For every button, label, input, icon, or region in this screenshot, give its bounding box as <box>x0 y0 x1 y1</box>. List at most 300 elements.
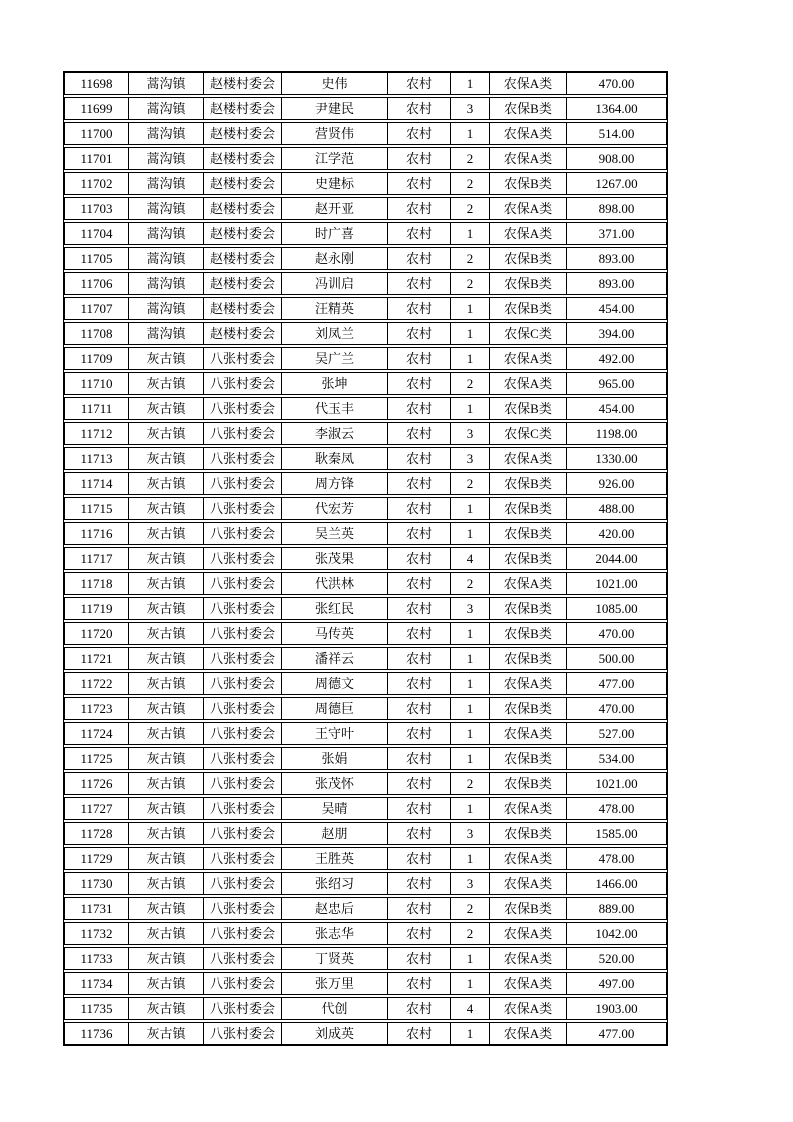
person-count-cell: 1 <box>451 948 490 969</box>
insurance-category-cell: 农保B类 <box>490 748 567 769</box>
amount-cell: 908.00 <box>598 151 635 166</box>
town-cell: 蒿沟镇 <box>129 148 204 169</box>
person-name-cell: 赵永刚 <box>282 248 388 269</box>
table-row <box>64 972 667 995</box>
serial-cell: 11722 <box>65 673 129 694</box>
insurance-category-cell: 农保A类 <box>490 73 567 94</box>
amount-cell: 889.00 <box>598 901 635 916</box>
town-cell: 灰古镇 <box>129 423 204 444</box>
serial-cell: 11707 <box>65 298 129 319</box>
amount-cell: 898.00 <box>598 201 635 216</box>
table-row <box>64 72 667 95</box>
person-name-cell: 王守叶 <box>282 723 388 744</box>
table-row <box>64 597 667 620</box>
table-row <box>64 397 667 420</box>
person-count-cell: 1 <box>451 123 490 144</box>
person-name-cell: 刘凤兰 <box>282 323 388 344</box>
village-committee-cell: 赵楼村委会 <box>204 148 282 169</box>
insurance-category-cell: 农保B类 <box>490 523 567 544</box>
residence-type-cell: 农村 <box>388 998 451 1019</box>
person-count-cell: 3 <box>451 423 490 444</box>
serial-cell: 11705 <box>65 248 129 269</box>
table-row <box>64 197 667 220</box>
insurance-category-cell: 农保A类 <box>490 123 567 144</box>
serial-cell: 11714 <box>65 473 129 494</box>
amount-cell: 965.00 <box>598 376 635 391</box>
person-count-cell: 3 <box>451 873 490 894</box>
amount-cell: 454.00 <box>598 401 635 416</box>
person-count-cell: 1 <box>451 723 490 744</box>
person-name-cell: 代创 <box>282 998 388 1019</box>
table-row <box>64 122 667 145</box>
table-row <box>64 697 667 720</box>
person-name-cell: 吴晴 <box>282 798 388 819</box>
village-committee-cell: 八张村委会 <box>204 923 282 944</box>
insurance-category-cell: 农保A类 <box>490 948 567 969</box>
town-cell: 蒿沟镇 <box>129 323 204 344</box>
serial-cell: 11724 <box>65 723 129 744</box>
person-name-cell: 史建标 <box>282 173 388 194</box>
insurance-category-cell: 农保A类 <box>490 223 567 244</box>
serial-cell: 11719 <box>65 598 129 619</box>
serial-cell: 11715 <box>65 498 129 519</box>
amount-cell: 527.00 <box>598 726 635 741</box>
table-row <box>64 922 667 945</box>
town-cell: 灰古镇 <box>129 873 204 894</box>
town-cell: 灰古镇 <box>129 598 204 619</box>
town-cell: 灰古镇 <box>129 548 204 569</box>
village-committee-cell: 八张村委会 <box>204 598 282 619</box>
village-committee-cell: 八张村委会 <box>204 673 282 694</box>
residence-type-cell: 农村 <box>388 298 451 319</box>
village-committee-cell: 八张村委会 <box>204 823 282 844</box>
serial-cell: 11698 <box>65 73 129 94</box>
person-name-cell: 张红民 <box>282 598 388 619</box>
amount-cell: 1021.00 <box>595 576 638 591</box>
residence-type-cell: 农村 <box>388 823 451 844</box>
amount-cell: 1198.00 <box>595 426 638 441</box>
village-committee-cell: 赵楼村委会 <box>204 298 282 319</box>
village-committee-cell: 八张村委会 <box>204 798 282 819</box>
town-cell: 灰古镇 <box>129 648 204 669</box>
insurance-category-cell: 农保B类 <box>490 248 567 269</box>
insurance-category-cell: 农保A类 <box>490 723 567 744</box>
town-cell: 灰古镇 <box>129 823 204 844</box>
person-count-cell: 1 <box>451 698 490 719</box>
town-cell: 灰古镇 <box>129 398 204 419</box>
insurance-category-cell: 农保A类 <box>490 198 567 219</box>
table-row <box>64 172 667 195</box>
residence-type-cell: 农村 <box>388 623 451 644</box>
person-name-cell: 代玉丰 <box>282 398 388 419</box>
table-row <box>64 897 667 920</box>
serial-cell: 11704 <box>65 223 129 244</box>
town-cell: 蒿沟镇 <box>129 73 204 94</box>
residence-type-cell: 农村 <box>388 273 451 294</box>
person-name-cell: 丁贤英 <box>282 948 388 969</box>
person-name-cell: 赵开亚 <box>282 198 388 219</box>
table-row <box>64 822 667 845</box>
insurance-category-cell: 农保A类 <box>490 673 567 694</box>
amount-cell: 500.00 <box>598 651 635 666</box>
person-count-cell: 1 <box>451 398 490 419</box>
serial-cell: 11735 <box>65 998 129 1019</box>
amount-cell: 534.00 <box>598 751 635 766</box>
person-name-cell: 赵朋 <box>282 823 388 844</box>
residence-type-cell: 农村 <box>388 198 451 219</box>
report-table <box>63 71 668 1046</box>
person-count-cell: 1 <box>451 523 490 544</box>
town-cell: 灰古镇 <box>129 998 204 1019</box>
person-count-cell: 3 <box>451 598 490 619</box>
person-name-cell: 潘祥云 <box>282 648 388 669</box>
town-cell: 灰古镇 <box>129 748 204 769</box>
table-row <box>64 847 667 870</box>
village-committee-cell: 八张村委会 <box>204 1023 282 1044</box>
serial-cell: 11699 <box>65 98 129 119</box>
village-committee-cell: 赵楼村委会 <box>204 248 282 269</box>
person-count-cell: 3 <box>451 98 490 119</box>
insurance-category-cell: 农保B类 <box>490 648 567 669</box>
person-name-cell: 时广喜 <box>282 223 388 244</box>
serial-cell: 11726 <box>65 773 129 794</box>
amount-cell: 1267.00 <box>595 176 638 191</box>
insurance-category-cell: 农保A类 <box>490 798 567 819</box>
residence-type-cell: 农村 <box>388 98 451 119</box>
residence-type-cell: 农村 <box>388 73 451 94</box>
serial-cell: 11713 <box>65 448 129 469</box>
residence-type-cell: 农村 <box>388 498 451 519</box>
residence-type-cell: 农村 <box>388 548 451 569</box>
insurance-category-cell: 农保A类 <box>490 573 567 594</box>
residence-type-cell: 农村 <box>388 448 451 469</box>
insurance-category-cell: 农保B类 <box>490 498 567 519</box>
insurance-category-cell: 农保A类 <box>490 998 567 1019</box>
serial-cell: 11721 <box>65 648 129 669</box>
amount-cell: 1364.00 <box>595 101 638 116</box>
amount-cell: 477.00 <box>598 676 635 691</box>
person-count-cell: 1 <box>451 498 490 519</box>
town-cell: 灰古镇 <box>129 448 204 469</box>
person-name-cell: 张万里 <box>282 973 388 994</box>
town-cell: 蒿沟镇 <box>129 298 204 319</box>
table-row <box>64 472 667 495</box>
person-name-cell: 赵忠后 <box>282 898 388 919</box>
village-committee-cell: 赵楼村委会 <box>204 198 282 219</box>
table-row <box>64 347 667 370</box>
village-committee-cell: 赵楼村委会 <box>204 123 282 144</box>
village-committee-cell: 八张村委会 <box>204 773 282 794</box>
amount-cell: 926.00 <box>598 476 635 491</box>
serial-cell: 11720 <box>65 623 129 644</box>
serial-cell: 11731 <box>65 898 129 919</box>
residence-type-cell: 农村 <box>388 948 451 969</box>
town-cell: 蒿沟镇 <box>129 173 204 194</box>
serial-cell: 11732 <box>65 923 129 944</box>
table-row <box>64 322 667 345</box>
insurance-category-cell: 农保B类 <box>490 823 567 844</box>
serial-cell: 11723 <box>65 698 129 719</box>
person-count-cell: 1 <box>451 323 490 344</box>
town-cell: 灰古镇 <box>129 923 204 944</box>
person-name-cell: 吴兰英 <box>282 523 388 544</box>
table-row <box>64 947 667 970</box>
village-committee-cell: 八张村委会 <box>204 748 282 769</box>
table-row <box>64 497 667 520</box>
table-row <box>64 97 667 120</box>
table-row <box>64 222 667 245</box>
town-cell: 灰古镇 <box>129 973 204 994</box>
insurance-category-cell: 农保B类 <box>490 98 567 119</box>
insurance-category-cell: 农保A类 <box>490 148 567 169</box>
town-cell: 灰古镇 <box>129 773 204 794</box>
town-cell: 灰古镇 <box>129 523 204 544</box>
residence-type-cell: 农村 <box>388 923 451 944</box>
village-committee-cell: 八张村委会 <box>204 998 282 1019</box>
person-name-cell: 汪精英 <box>282 298 388 319</box>
residence-type-cell: 农村 <box>388 373 451 394</box>
village-committee-cell: 赵楼村委会 <box>204 273 282 294</box>
town-cell: 灰古镇 <box>129 373 204 394</box>
serial-cell: 11728 <box>65 823 129 844</box>
serial-cell: 11702 <box>65 173 129 194</box>
village-committee-cell: 八张村委会 <box>204 873 282 894</box>
serial-cell: 11706 <box>65 273 129 294</box>
amount-cell: 1021.00 <box>595 776 638 791</box>
person-name-cell: 代洪林 <box>282 573 388 594</box>
village-committee-cell: 八张村委会 <box>204 548 282 569</box>
insurance-category-cell: 农保B类 <box>490 273 567 294</box>
person-count-cell: 2 <box>451 773 490 794</box>
serial-cell: 11729 <box>65 848 129 869</box>
insurance-category-cell: 农保A类 <box>490 1023 567 1044</box>
village-committee-cell: 八张村委会 <box>204 723 282 744</box>
town-cell: 灰古镇 <box>129 948 204 969</box>
person-count-cell: 1 <box>451 648 490 669</box>
amount-cell: 1585.00 <box>595 826 638 841</box>
amount-cell: 488.00 <box>598 501 635 516</box>
table-row <box>64 722 667 745</box>
village-committee-cell: 八张村委会 <box>204 473 282 494</box>
person-name-cell: 张坤 <box>282 373 388 394</box>
village-committee-cell: 八张村委会 <box>204 948 282 969</box>
table-row <box>64 997 667 1020</box>
village-committee-cell: 八张村委会 <box>204 448 282 469</box>
person-count-cell: 2 <box>451 273 490 294</box>
village-committee-cell: 八张村委会 <box>204 973 282 994</box>
person-name-cell: 刘成英 <box>282 1023 388 1044</box>
person-name-cell: 史伟 <box>282 73 388 94</box>
insurance-category-cell: 农保B类 <box>490 598 567 619</box>
person-count-cell: 2 <box>451 573 490 594</box>
residence-type-cell: 农村 <box>388 523 451 544</box>
serial-cell: 11700 <box>65 123 129 144</box>
residence-type-cell: 农村 <box>388 648 451 669</box>
village-committee-cell: 赵楼村委会 <box>204 98 282 119</box>
residence-type-cell: 农村 <box>388 898 451 919</box>
amount-cell: 1903.00 <box>595 1001 638 1016</box>
serial-cell: 11708 <box>65 323 129 344</box>
amount-cell: 478.00 <box>598 851 635 866</box>
person-name-cell: 冯训启 <box>282 273 388 294</box>
serial-cell: 11717 <box>65 548 129 569</box>
village-committee-cell: 八张村委会 <box>204 848 282 869</box>
table-row <box>64 297 667 320</box>
person-name-cell: 周方锋 <box>282 473 388 494</box>
insurance-category-cell: 农保C类 <box>490 423 567 444</box>
table-row <box>64 247 667 270</box>
table-row <box>64 272 667 295</box>
person-count-cell: 2 <box>451 373 490 394</box>
person-count-cell: 4 <box>451 998 490 1019</box>
amount-cell: 520.00 <box>598 951 635 966</box>
serial-cell: 11734 <box>65 973 129 994</box>
village-committee-cell: 八张村委会 <box>204 573 282 594</box>
person-count-cell: 2 <box>451 473 490 494</box>
amount-cell: 478.00 <box>598 801 635 816</box>
insurance-category-cell: 农保B类 <box>490 773 567 794</box>
table-row <box>64 647 667 670</box>
residence-type-cell: 农村 <box>388 573 451 594</box>
village-committee-cell: 八张村委会 <box>204 623 282 644</box>
amount-cell: 371.00 <box>598 226 635 241</box>
table-row <box>64 772 667 795</box>
village-committee-cell: 赵楼村委会 <box>204 323 282 344</box>
person-name-cell: 营贤伟 <box>282 123 388 144</box>
insurance-category-cell: 农保A类 <box>490 873 567 894</box>
insurance-category-cell: 农保B类 <box>490 173 567 194</box>
residence-type-cell: 农村 <box>388 723 451 744</box>
amount-cell: 1042.00 <box>595 926 638 941</box>
residence-type-cell: 农村 <box>388 473 451 494</box>
amount-cell: 492.00 <box>598 351 635 366</box>
town-cell: 灰古镇 <box>129 573 204 594</box>
insurance-category-cell: 农保A类 <box>490 448 567 469</box>
insurance-category-cell: 农保B类 <box>490 698 567 719</box>
person-name-cell: 吴广兰 <box>282 348 388 369</box>
person-count-cell: 1 <box>451 623 490 644</box>
serial-cell: 11725 <box>65 748 129 769</box>
person-count-cell: 2 <box>451 173 490 194</box>
person-count-cell: 2 <box>451 923 490 944</box>
amount-cell: 1466.00 <box>595 876 638 891</box>
person-count-cell: 3 <box>451 448 490 469</box>
town-cell: 灰古镇 <box>129 698 204 719</box>
serial-cell: 11711 <box>65 398 129 419</box>
table-row <box>64 372 667 395</box>
person-count-cell: 1 <box>451 348 490 369</box>
person-name-cell: 代宏芳 <box>282 498 388 519</box>
amount-cell: 420.00 <box>598 526 635 541</box>
table-row <box>64 797 667 820</box>
table-row <box>64 622 667 645</box>
table-row <box>64 422 667 445</box>
town-cell: 灰古镇 <box>129 623 204 644</box>
amount-cell: 2044.00 <box>595 551 638 566</box>
person-name-cell: 尹建民 <box>282 98 388 119</box>
residence-type-cell: 农村 <box>388 873 451 894</box>
residence-type-cell: 农村 <box>388 598 451 619</box>
serial-cell: 11703 <box>65 198 129 219</box>
person-name-cell: 周德巨 <box>282 698 388 719</box>
residence-type-cell: 农村 <box>388 398 451 419</box>
amount-cell: 470.00 <box>598 76 635 91</box>
person-name-cell: 张娟 <box>282 748 388 769</box>
residence-type-cell: 农村 <box>388 698 451 719</box>
town-cell: 灰古镇 <box>129 798 204 819</box>
village-committee-cell: 八张村委会 <box>204 348 282 369</box>
table-row <box>64 747 667 770</box>
amount-cell: 394.00 <box>598 326 635 341</box>
table-row <box>64 547 667 570</box>
town-cell: 灰古镇 <box>129 473 204 494</box>
village-committee-cell: 八张村委会 <box>204 423 282 444</box>
town-cell: 灰古镇 <box>129 348 204 369</box>
residence-type-cell: 农村 <box>388 148 451 169</box>
residence-type-cell: 农村 <box>388 348 451 369</box>
insurance-category-cell: 农保A类 <box>490 923 567 944</box>
person-name-cell: 张志华 <box>282 923 388 944</box>
serial-cell: 11701 <box>65 148 129 169</box>
person-name-cell: 江学范 <box>282 148 388 169</box>
village-committee-cell: 八张村委会 <box>204 898 282 919</box>
insurance-category-cell: 农保A类 <box>490 348 567 369</box>
village-committee-cell: 八张村委会 <box>204 498 282 519</box>
amount-cell: 1085.00 <box>595 601 638 616</box>
person-count-cell: 2 <box>451 248 490 269</box>
town-cell: 蒿沟镇 <box>129 98 204 119</box>
person-name-cell: 张茂果 <box>282 548 388 569</box>
village-committee-cell: 八张村委会 <box>204 373 282 394</box>
table-row <box>64 872 667 895</box>
town-cell: 蒿沟镇 <box>129 223 204 244</box>
serial-cell: 11736 <box>65 1023 129 1044</box>
village-committee-cell: 八张村委会 <box>204 398 282 419</box>
amount-cell: 470.00 <box>598 626 635 641</box>
amount-cell: 514.00 <box>598 126 635 141</box>
serial-cell: 11730 <box>65 873 129 894</box>
person-count-cell: 1 <box>451 73 490 94</box>
village-committee-cell: 八张村委会 <box>204 698 282 719</box>
amount-cell: 470.00 <box>598 701 635 716</box>
person-count-cell: 1 <box>451 1023 490 1044</box>
amount-cell: 477.00 <box>598 1026 635 1041</box>
serial-cell: 11712 <box>65 423 129 444</box>
table-row <box>64 672 667 695</box>
serial-cell: 11727 <box>65 798 129 819</box>
person-name-cell: 李淑云 <box>282 423 388 444</box>
insurance-category-cell: 农保B类 <box>490 548 567 569</box>
village-committee-cell: 八张村委会 <box>204 648 282 669</box>
serial-cell: 11710 <box>65 373 129 394</box>
town-cell: 灰古镇 <box>129 898 204 919</box>
insurance-category-cell: 农保A类 <box>490 973 567 994</box>
village-committee-cell: 八张村委会 <box>204 523 282 544</box>
residence-type-cell: 农村 <box>388 848 451 869</box>
amount-cell: 893.00 <box>598 276 635 291</box>
village-committee-cell: 赵楼村委会 <box>204 173 282 194</box>
person-count-cell: 1 <box>451 798 490 819</box>
residence-type-cell: 农村 <box>388 673 451 694</box>
insurance-category-cell: 农保B类 <box>490 298 567 319</box>
town-cell: 蒿沟镇 <box>129 273 204 294</box>
person-count-cell: 2 <box>451 198 490 219</box>
person-count-cell: 1 <box>451 748 490 769</box>
person-count-cell: 1 <box>451 673 490 694</box>
insurance-category-cell: 农保A类 <box>490 848 567 869</box>
serial-cell: 11733 <box>65 948 129 969</box>
insurance-category-cell: 农保B类 <box>490 623 567 644</box>
